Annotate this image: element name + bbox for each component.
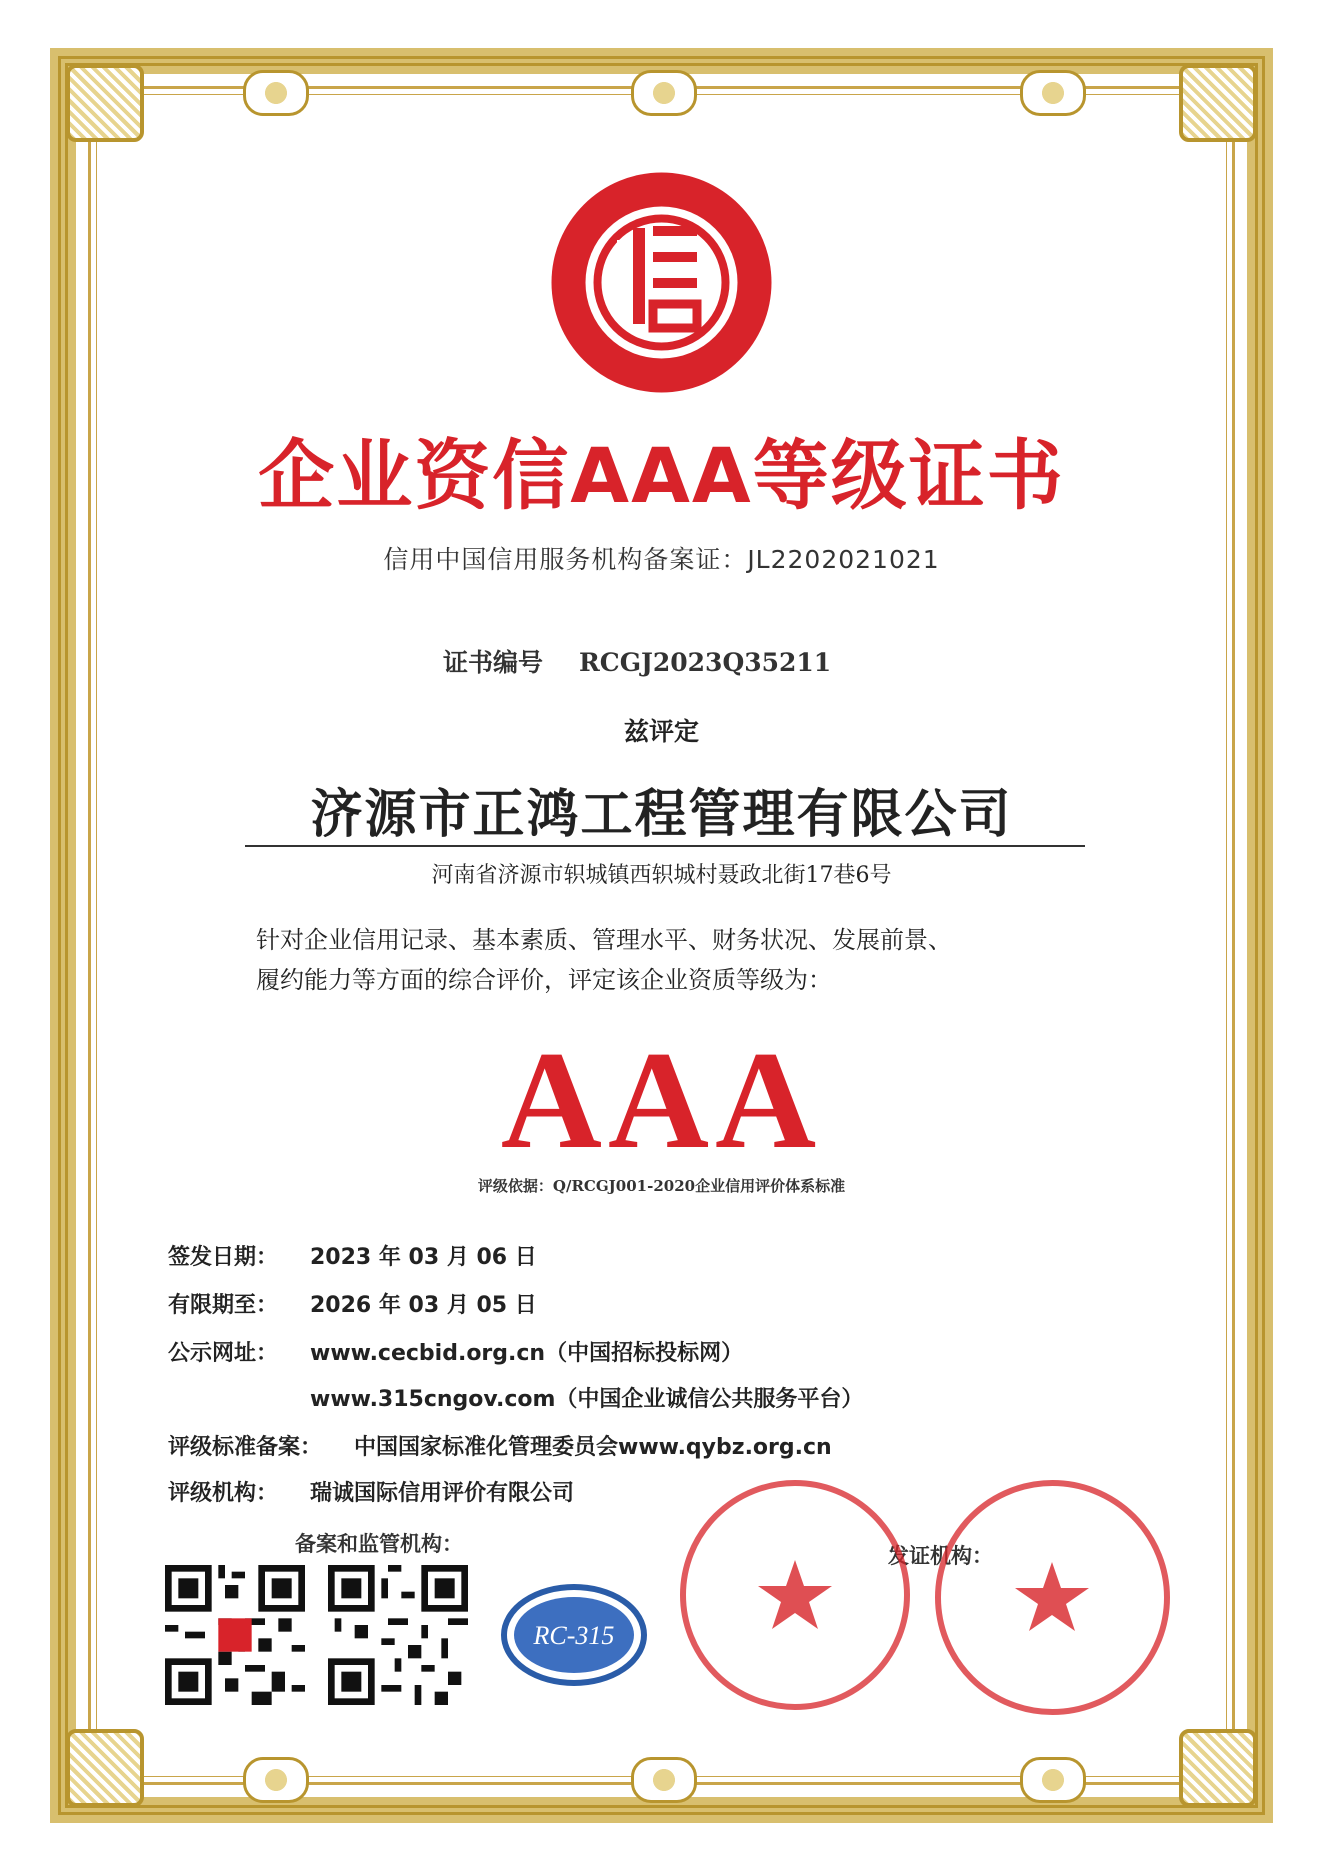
valid-until-row <box>168 1288 537 1319</box>
credit-grade: AAA <box>500 1023 823 1178</box>
assessed-label: 兹评定 <box>623 717 699 746</box>
company-name: 济源市正鸿工程管理有限公司 <box>310 784 1013 845</box>
standard-row <box>168 1430 832 1461</box>
ruicheng-logo <box>549 170 774 395</box>
website-link-2[interactable]: www.315cngov.com（中国企业诚信公共服务平台） <box>310 1387 864 1412</box>
corner-ornament-tr <box>1179 64 1257 142</box>
corner-ornament-br <box>1179 1729 1257 1807</box>
stamp-credit-platform <box>680 1480 910 1710</box>
standard-label: 评级标准备案： <box>168 1435 323 1460</box>
rc315-text: RC-315 <box>533 1621 615 1650</box>
issue-date-row <box>168 1240 537 1271</box>
border-ornament <box>631 1757 697 1803</box>
agency-row <box>168 1476 574 1507</box>
website-row-2 <box>310 1382 863 1413</box>
evaluation-description <box>256 920 1086 1000</box>
qr-code-2[interactable] <box>328 1565 468 1705</box>
stamp-star <box>686 1486 904 1704</box>
border-ornament <box>1020 70 1086 116</box>
valid-until-value: 2026 年 03 月 05 日 <box>310 1293 537 1318</box>
company-address: 河南省济源市轵城镇西轵城村聂政北街17巷6号 <box>431 863 892 888</box>
stamp-star <box>941 1486 1164 1709</box>
border-ornament <box>243 70 309 116</box>
issue-date-label: 签发日期： <box>168 1245 279 1270</box>
website-row <box>168 1336 743 1367</box>
cert-no-value: RCGJ2023Q35211 <box>579 648 832 677</box>
description-line: 针对企业信用记录、基本素质、管理水平、财务状况、发展前景、 <box>256 926 952 954</box>
stamp-ruicheng <box>935 1480 1170 1715</box>
corner-ornament-tl <box>66 64 144 142</box>
issue-date-value: 2023 年 03 月 06 日 <box>310 1245 537 1270</box>
corner-ornament-bl <box>66 1729 144 1807</box>
description-line: 履约能力等方面的综合评价，评定该企业资质等级为： <box>256 966 832 994</box>
border-ornament <box>243 1757 309 1803</box>
standard-value: 中国国家标准化管理委员会www.qybz.org.cn <box>354 1435 832 1460</box>
issuer-label: 发证机构： <box>888 1543 993 1568</box>
rc315-logo <box>500 1580 648 1690</box>
website-link-1[interactable]: www.cecbid.org.cn（中国招标投标网） <box>310 1341 744 1366</box>
border-ornament <box>631 70 697 116</box>
agency-value: 瑞诚国际信用评价有限公司 <box>310 1481 575 1506</box>
cert-no-label: 证书编号 <box>443 648 544 677</box>
registration-line: 信用中国信用服务机构备案证：JL2202021021 <box>383 545 940 574</box>
website-label: 公示网址： <box>168 1341 279 1366</box>
certificate-number <box>443 643 831 679</box>
border-ornament <box>1020 1757 1086 1803</box>
rating-basis: 评级依据：Q/RCGJ001-2020企业信用评价体系标准 <box>477 1177 846 1195</box>
valid-until-label: 有限期至： <box>168 1293 279 1318</box>
certificate-title: 企业资信AAA等级证书 <box>258 431 1065 520</box>
registry-label: 备案和监管机构： <box>295 1531 463 1556</box>
company-underline <box>245 845 1085 847</box>
agency-label: 评级机构： <box>168 1481 279 1506</box>
qr-code-1[interactable] <box>165 1565 305 1705</box>
